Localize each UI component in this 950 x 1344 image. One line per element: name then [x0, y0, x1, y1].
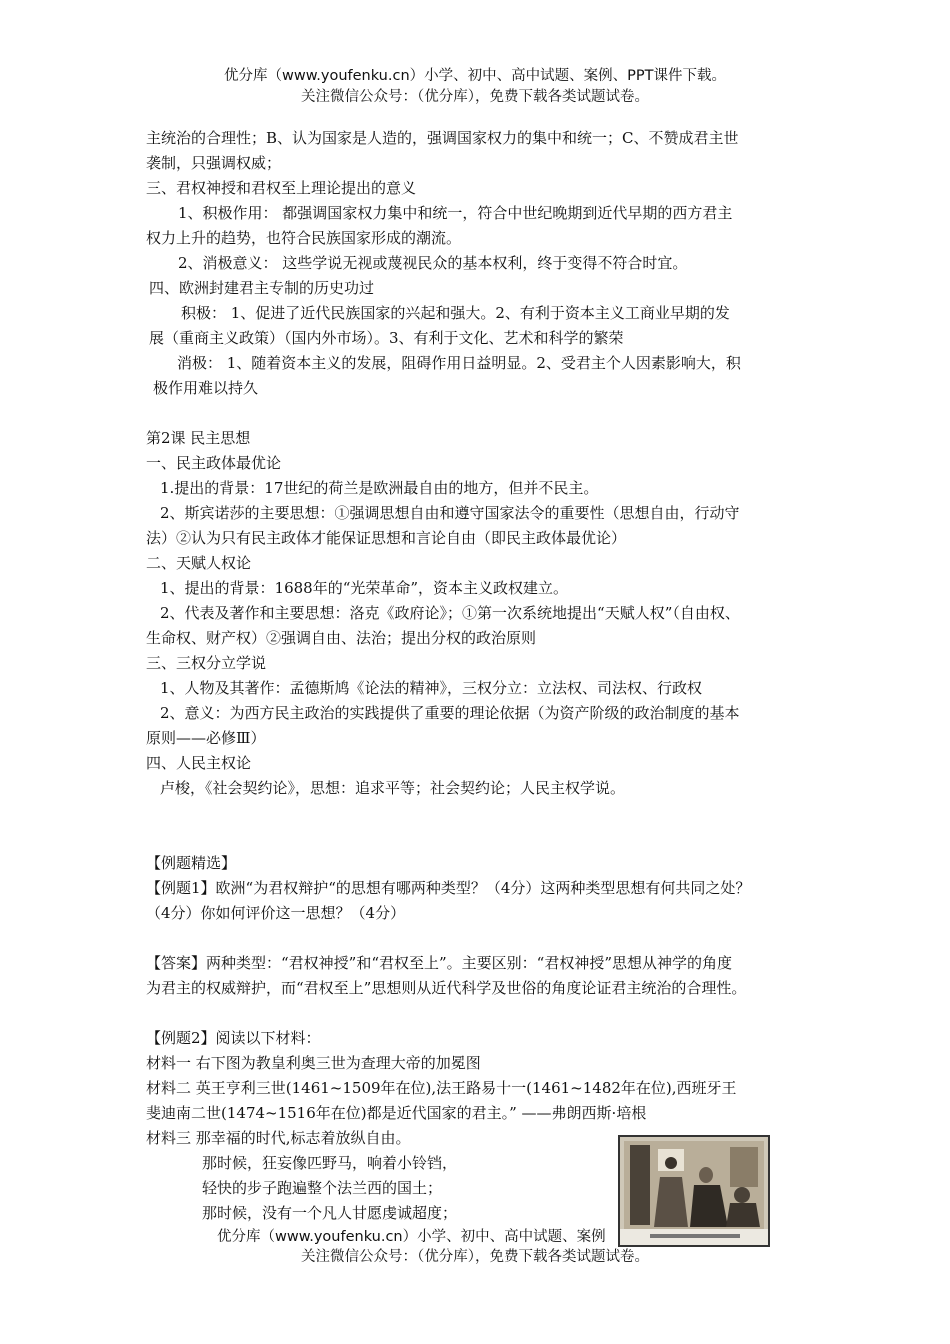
- text-line: 2、消极意义： 这些学说无视或蔑视民众的基本权利，终于变得不符合时宜。: [178, 254, 688, 272]
- question-2: 【例题2】阅读以下材料：: [146, 1029, 321, 1047]
- text-line: 卢梭，《社会契约论》，思想：追求平等；社会契约论；人民主权学说。: [160, 779, 626, 797]
- section-heading: 二、天赋人权论: [146, 554, 252, 572]
- answer-1: 【答案】两种类型：“君权神授”和“君权至上”。主要区别：“君权神授”思想从神学的角度: [146, 954, 733, 972]
- text-line: 原则——必修Ⅲ）: [146, 729, 266, 747]
- text-line: 1、提出的背景：1688年的“光荣革命”，资本主义政权建立。: [160, 579, 569, 597]
- section-heading: 四、欧洲封建君主专制的历史功过: [149, 279, 375, 297]
- text-line: 1、积极作用： 都强调国家权力集中和统一，符合中世纪晚期到近代早期的西方君主: [178, 204, 733, 222]
- text-line: 2、意义：为西方民主政治的实践提供了重要的理论依据（为资产阶级的政治制度的基本: [160, 704, 740, 722]
- text-line: 积极： 1、促进了近代民族国家的兴起和强大。2、有利于资本主义工商业早期的发: [181, 304, 730, 322]
- text-line: 展（重商主义政策）（国内外市场）。3、有利于文化、艺术和科学的繁荣: [149, 329, 624, 347]
- header-line-2: 关注微信公众号：（优分库），免费下载各类试题试卷。: [301, 89, 649, 105]
- section-heading: 一、民主政体最优论: [146, 454, 282, 472]
- examples-heading: 【例题精选】: [146, 854, 237, 872]
- text-line: 袭制，只强调权威；: [146, 154, 282, 172]
- text-line: 生命权、财产权）②强调自由、法治；提出分权的政治原则: [146, 629, 537, 647]
- header-line-1: 优分库（www.youfenku.cn）小学、初中、高中试题、案例、PPT课件下载。: [224, 68, 726, 84]
- lesson-title: 第2课 民主思想: [146, 429, 251, 447]
- footer-line-2: 关注微信公众号：（优分库），免费下载各类试题试卷。: [301, 1249, 649, 1265]
- coronation-image: [618, 1135, 770, 1247]
- text-line: 消极： 1、随着资本主义的发展，阻碍作用日益明显。2、受君主个人因素影响大，积: [177, 354, 741, 372]
- section-heading: 三、三权分立学说: [146, 654, 267, 672]
- text-line: 1.提出的背景：17世纪的荷兰是欧洲最自由的地方，但并不民主。: [160, 479, 599, 497]
- question-1: 【例题1】欧洲“为君权辩护“的思想有哪两种类型？（4分）这两种类型思想有何共同之处？: [146, 879, 751, 897]
- text-line: 极作用难以持久: [153, 379, 259, 397]
- poem-line: 那时候，狂妄像匹野马，响着小铃铛，: [202, 1154, 458, 1172]
- material-2: 材料二 英王亨利三世(1461~1509年在位),法王路易十一(1461~1482年在位),西班牙王: [146, 1079, 737, 1097]
- text-line: 1、人物及其著作：孟德斯鸠《论法的精神》，三权分立：立法权、司法权、行政权: [160, 679, 703, 697]
- footer-line-1: 优分库（www.youfenku.cn）小学、初中、高中试题、案例: [217, 1229, 606, 1245]
- text-line: 斐迪南二世(1474~1516年在位)都是近代国家的君主。” ——弗朗西斯·培根: [146, 1104, 647, 1122]
- text-line: 2、斯宾诺莎的主要思想：①强调思想自由和遵守国家法令的重要性（思想自由，行动守: [160, 504, 740, 522]
- text-line: 法）②认为只有民主政体才能保证思想和言论自由（即民主政体最优论）: [146, 529, 627, 547]
- coronation-illustration: [620, 1137, 768, 1245]
- poem-line: 那时候，没有一个凡人甘愿虔诚超度；: [202, 1204, 458, 1222]
- material-1: 材料一 右下图为教皇利奥三世为查理大帝的加冕图: [146, 1054, 481, 1072]
- material-3: 材料三 那幸福的时代,标志着放纵自由。: [146, 1129, 411, 1147]
- text-line: （4分）你如何评价这一思想？（4分）: [146, 904, 406, 922]
- text-line: 权力上升的趋势，也符合民族国家形成的潮流。: [146, 229, 462, 247]
- section-heading: 三、君权神授和君权至上理论提出的意义: [146, 179, 417, 197]
- text-line: 主统治的合理性；B、认为国家是人造的，强调国家权力的集中和统一；C、不赞成君主世: [146, 129, 739, 147]
- section-heading: 四、人民主权论: [146, 754, 252, 772]
- poem-line: 轻快的步子跑遍整个法兰西的国土；: [202, 1179, 443, 1197]
- text-line: 为君主的权威辩护，而“君权至上”思想则从近代科学及世俗的角度论证君主统治的合理性。: [146, 979, 747, 997]
- text-line: 2、代表及著作和主要思想：洛克《政府论》；①第一次系统地提出“天赋人权”（自由权、: [160, 604, 740, 622]
